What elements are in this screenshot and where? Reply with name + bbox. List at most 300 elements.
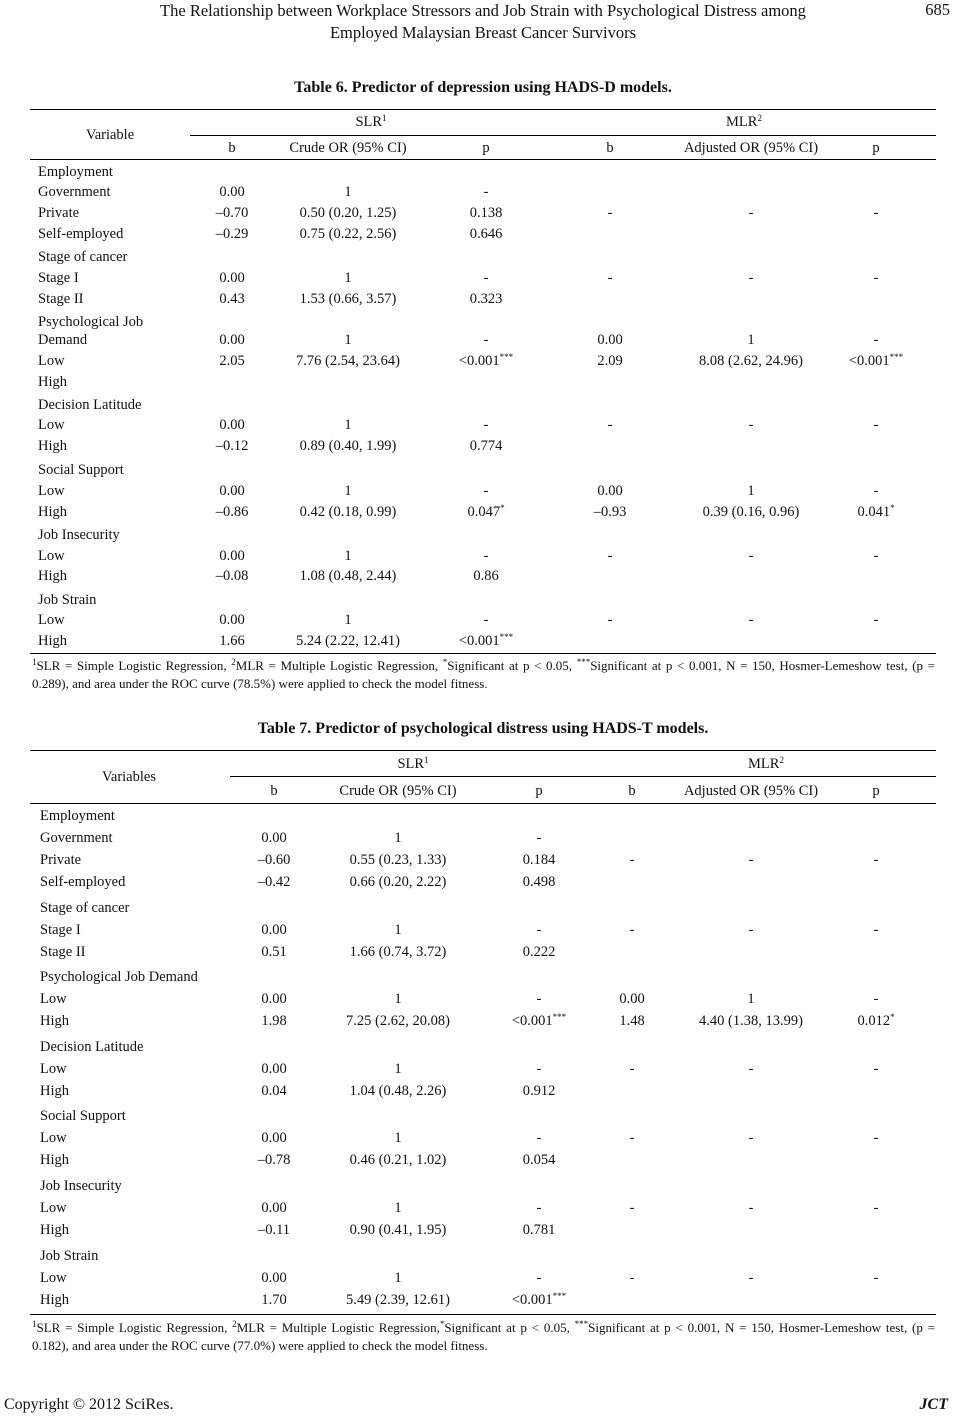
table6-cell-value: 1: [344, 548, 352, 564]
table6-cell-or: [344, 482, 351, 500]
table6-cell-or2: [749, 547, 754, 565]
table6-cell-p2: [874, 204, 879, 222]
table6-cell-value: –0.70: [215, 205, 249, 221]
table7-cell-value: -: [536, 1270, 542, 1286]
table7-cell-or: [350, 1151, 447, 1169]
table6-group1-header: [355, 113, 386, 131]
table6-row-label: Decision Latitude: [38, 397, 142, 413]
table6-cell-value: 8.08 (2.62, 24.96): [699, 353, 803, 369]
table7-cell-value: 1.04 (0.48, 2.26): [349, 1083, 447, 1099]
table7-cell-value: –0.11: [257, 1222, 291, 1238]
table6-row-label: Self-employed: [38, 226, 124, 242]
table6-cell-value: –0.93: [593, 504, 627, 520]
table6-cell-value: 0.00: [219, 483, 245, 499]
table6-row-label: Low: [38, 417, 65, 433]
table7-cell-value: -: [629, 922, 635, 938]
table6-cell-p2: [874, 547, 879, 565]
table6-cell-or2: [703, 503, 800, 521]
table7-cell-or2: [749, 1269, 754, 1287]
table7-group2-header: [748, 755, 784, 773]
table6-cell-or2: [699, 352, 803, 370]
table7-group2-sup: 2: [779, 755, 784, 765]
table7-cell-value: -: [629, 1270, 635, 1286]
table7-cell-b2: [630, 851, 635, 869]
table6-cell-p: [459, 632, 513, 650]
table6-cell-or: [344, 331, 351, 349]
table6-cell-p2: [874, 416, 879, 434]
table7-col-header: p: [535, 783, 543, 799]
table6-cell-b: [219, 611, 244, 629]
table6-cell-value: -: [748, 205, 754, 221]
table7-cell-b2: [619, 990, 644, 1008]
table7-cell-value: 0.04: [261, 1083, 287, 1099]
table6-cell-value: 0.00: [219, 548, 245, 564]
table6-cell-value: –0.86: [215, 504, 249, 520]
table7-cell-b: [261, 990, 286, 1008]
table6-cell-p: [484, 183, 489, 201]
table7-cell-value: 0.781: [522, 1222, 556, 1238]
table7-cell-value: 1.48: [619, 1013, 645, 1029]
table7-row-label: High: [40, 1292, 69, 1308]
table6-cell-value: 2.09: [597, 353, 623, 369]
table6-col-header: p: [872, 140, 880, 156]
table6-cell-b: [219, 352, 244, 370]
table7-cell-or2: [749, 921, 754, 939]
table6-cell-or: [344, 183, 351, 201]
table7-cell-value: 0.222: [522, 944, 556, 960]
table7-cell-or: [346, 1012, 450, 1030]
table6-cell-value: 0.047: [467, 504, 501, 520]
table7-cell-value: -: [629, 1061, 635, 1077]
table6-cell-value: -: [873, 548, 879, 564]
table7-cell-p2: [874, 1269, 879, 1287]
table6-row-label: High: [38, 633, 67, 649]
table6-cell-value: 1: [747, 483, 755, 499]
page-number: 685: [925, 0, 950, 19]
table6-cell-value: 1.53 (0.66, 3.57): [299, 291, 397, 307]
table6-cell-value: 0.00: [219, 417, 245, 433]
table6-cell-or2: [747, 482, 754, 500]
table7-cell-b: [261, 1269, 286, 1287]
table7-cell-value: 0.184: [522, 852, 556, 868]
table6-col-header: Crude OR (95% CI): [289, 140, 407, 156]
table6-cell-value: -: [748, 417, 754, 433]
table7-cell-or2: [749, 1060, 754, 1078]
table6-cell-value: -: [873, 612, 879, 628]
table6-cell-value: -: [483, 332, 489, 348]
table6-cell-or2: [747, 331, 754, 349]
table6-cell-p2: [874, 331, 879, 349]
table6-cell-b: [216, 503, 249, 521]
table7-row-label: Government: [40, 830, 113, 846]
table7-cell-value: -: [873, 1200, 879, 1216]
table6-row-label: Job Strain: [38, 592, 97, 608]
table7-cell-value: 0.90 (0.41, 1.95): [349, 1222, 447, 1238]
table6-cell-value: 1: [344, 332, 352, 348]
table6-row-label: Stage I: [38, 270, 79, 286]
table7-cell-value: -: [873, 991, 879, 1007]
table7-cell-b2: [630, 1269, 635, 1287]
table6-cell-p2: [874, 269, 879, 287]
table7-cell-value: 1: [394, 1130, 402, 1146]
table7-cell-b2: [630, 1060, 635, 1078]
table7-col-header: Adjusted OR (95% CI): [683, 783, 819, 799]
table6-cell-value: -: [873, 205, 879, 221]
table7-cell-or2: [749, 1199, 754, 1217]
table7-cell-p: [537, 990, 542, 1008]
table6-cell-value: -: [483, 612, 489, 628]
table7-col-header: Crude OR (95% CI): [339, 783, 457, 799]
table6-cell-value: 1: [344, 417, 352, 433]
table7-significance-mark: ***: [552, 1012, 567, 1022]
table7-cell-value: -: [629, 852, 635, 868]
table6-top-rule: [30, 109, 936, 110]
table7-cell-value: –0.78: [257, 1152, 291, 1168]
table7-row-label: Private: [40, 852, 82, 868]
table6-cell-or: [344, 416, 351, 434]
table6-cell-value: 1: [747, 332, 755, 348]
table7-cell-or: [350, 943, 447, 961]
table7-cell-p: [537, 1060, 542, 1078]
table6-row-label: High: [38, 438, 67, 454]
table6-cell-value: -: [483, 270, 489, 286]
table7-cell-value: 0.00: [261, 1200, 287, 1216]
table7-cell-or: [394, 990, 401, 1008]
table6-cell-b2: [597, 352, 622, 370]
table7-col-header: b: [628, 783, 636, 799]
table7-cell-or: [394, 1269, 401, 1287]
table7-header-rule: [30, 803, 936, 804]
table6-row-label: Demand: [38, 332, 88, 348]
table7-cell-value: -: [536, 1061, 542, 1077]
table6-cell-p: [484, 611, 489, 629]
table6-cell-value: –0.29: [215, 226, 249, 242]
table7-cell-p2: [874, 1199, 879, 1217]
table7-cell-or: [346, 1291, 450, 1309]
table6-row-label: Private: [38, 205, 80, 221]
table6-col-header: b: [606, 140, 614, 156]
table6-significance-mark: ***: [499, 352, 514, 362]
table6-cell-b2: [608, 547, 613, 565]
table7-cell-or2: [749, 1129, 754, 1147]
table7-cell-b2: [630, 921, 635, 939]
table6-cell-value: 0.75 (0.22, 2.56): [299, 226, 397, 242]
table6-significance-mark: ***: [499, 632, 514, 642]
table6-cell-value: 0.50 (0.20, 1.25): [299, 205, 397, 221]
table7-significance-mark: ***: [552, 1291, 567, 1301]
table6-cell-b2: [608, 269, 613, 287]
running-header-line1: The Relationship between Workplace Stressors and Job Strain with Psychological Distress among: [160, 1, 806, 20]
table7-cell-p: [537, 1269, 542, 1287]
table7-cell-b2: [619, 1012, 644, 1030]
table7-cell-value: -: [748, 1130, 754, 1146]
table6-cell-value: 0.138: [469, 205, 503, 221]
table6-cell-value: 0.86: [473, 568, 499, 584]
table6-cell-or2: [749, 416, 754, 434]
table7-cell-value: -: [536, 830, 542, 846]
table7-cell-value: -: [873, 852, 879, 868]
table7-row-label: Low: [40, 1200, 67, 1216]
table6-cell-or: [296, 632, 400, 650]
table6-cell-p: [470, 204, 503, 222]
table6-cell-value: -: [483, 483, 489, 499]
table7-cell-value: -: [873, 922, 879, 938]
table7-cell-b: [261, 1199, 286, 1217]
table6-cell-value: -: [748, 612, 754, 628]
table6-group1-label: SLR: [355, 114, 383, 130]
table6-row-label: High: [38, 504, 67, 520]
table6-row-label: Low: [38, 548, 65, 564]
table6-cell-p2: [849, 352, 903, 370]
table7-cell-p: [523, 943, 556, 961]
table6-cell-value: -: [748, 270, 754, 286]
table7-cell-value: 1: [394, 991, 402, 1007]
table7-row-label: Job Strain: [40, 1248, 99, 1264]
table7-cell-value: -: [873, 1270, 879, 1286]
table6-cell-value: 5.24 (2.22, 12.41): [296, 633, 400, 649]
table6-cell-value: -: [873, 332, 879, 348]
table7-cell-value: 0.00: [261, 1130, 287, 1146]
table7-cell-value: 0.00: [261, 922, 287, 938]
table6-caption: Table 6. Predictor of depression using HADS-D models.: [294, 79, 672, 96]
table6-cell-p: [484, 269, 489, 287]
table7-footnote: $^1$SLR = Simple Logistic Regression, $^2$MLR = Multiple Logistic Regression,*Significant at p < 0.05, ***Significant at p < 0.001, N = 150, Hosmer-Lemeshow test, (p = 0.182), and area under the ROC curve (77.0%) were applied to check the model fitness.: [32, 1319, 935, 1353]
table6-cell-value: 0.041: [857, 504, 891, 520]
table6-cell-or: [300, 225, 397, 243]
table7-cell-p2: [874, 921, 879, 939]
table6-cell-b: [216, 204, 249, 222]
table6-cell-b2: [608, 416, 613, 434]
table6-group2-sup: 2: [757, 113, 762, 123]
table6-group2-label: MLR: [726, 114, 758, 130]
table7-cell-value: -: [748, 1061, 754, 1077]
table7-cell-b: [258, 1151, 291, 1169]
table7-cell-value: 0.00: [261, 1270, 287, 1286]
table7-cell-value: 1: [394, 1200, 402, 1216]
table6-cell-value: 1: [344, 612, 352, 628]
table7-row-label: High: [40, 1013, 69, 1029]
table7-row-label: Low: [40, 1130, 67, 1146]
table7-cell-value: 1: [394, 1061, 402, 1077]
table7-cell-p2: [874, 1060, 879, 1078]
table6-col-header: p: [482, 140, 490, 156]
table7-cell-b2: [630, 1199, 635, 1217]
table7-cell-value: 1: [394, 922, 402, 938]
table6-row-label: Employment: [38, 164, 113, 180]
table6-row-label: High: [38, 568, 67, 584]
table7-cell-b: [261, 1291, 286, 1309]
table7-cell-value: 1: [394, 1270, 402, 1286]
table7-cell-value: -: [748, 1200, 754, 1216]
table6-row-label: Stage II: [38, 291, 84, 307]
journal-abbrev: JCT: [919, 1396, 948, 1413]
table6-cell-p: [484, 331, 489, 349]
table7-cell-or: [350, 1221, 447, 1239]
table7-group1-label: SLR: [397, 756, 425, 772]
table6-cell-value: 1: [344, 483, 352, 499]
table6-bottom-rule: [30, 653, 936, 654]
table7-cell-p: [537, 829, 542, 847]
table7-row-label: High: [40, 1222, 69, 1238]
table6-cell-value: 2.05: [219, 353, 245, 369]
table6-row-label: Low: [38, 483, 65, 499]
table6-cell-or: [344, 611, 351, 629]
table7-cell-value: -: [748, 852, 754, 868]
table7-cell-b: [258, 1221, 290, 1239]
table6-cell-value: <0.001: [458, 633, 500, 649]
table7-row-label: Job Insecurity: [40, 1178, 122, 1194]
table6-cell-value: –0.12: [215, 438, 249, 454]
table6-cell-value: 0.42 (0.18, 0.99): [299, 504, 397, 520]
table6-row-label: Job Insecurity: [38, 527, 120, 543]
table6-cell-value: -: [607, 612, 613, 628]
table7-cell-p: [523, 851, 556, 869]
table7-row-label: Stage I: [40, 922, 81, 938]
table6-cell-value: -: [483, 417, 489, 433]
table7-row-label: Low: [40, 991, 67, 1007]
table7-cell-p2: [874, 851, 879, 869]
table6-cell-value: -: [607, 205, 613, 221]
table6-significance-mark: *: [500, 503, 505, 513]
table7-cell-value: 0.012: [857, 1013, 891, 1029]
table7-cell-p: [523, 873, 556, 891]
table6-cell-b: [219, 183, 244, 201]
table7-cell-value: 0.00: [261, 1061, 287, 1077]
table7-cell-or: [394, 921, 401, 939]
table6-cell-b: [219, 269, 244, 287]
table6-cell-p: [484, 482, 489, 500]
table7-cell-or: [394, 1060, 401, 1078]
table6-cell-p: [484, 416, 489, 434]
table6-sub-rule: [190, 135, 936, 136]
table7-cell-b: [261, 1082, 286, 1100]
table7-cell-or: [394, 1199, 401, 1217]
table7-cell-value: –0.60: [257, 852, 291, 868]
table6-cell-value: 1.66: [219, 633, 245, 649]
table6-cell-b: [219, 632, 244, 650]
table7-cell-p: [523, 1151, 556, 1169]
table7-cell-value: 0.55 (0.23, 1.33): [349, 852, 447, 868]
table6-cell-value: -: [607, 270, 613, 286]
table6-cell-p: [459, 352, 513, 370]
table7-cell-value: 7.25 (2.62, 20.08): [346, 1013, 450, 1029]
table6-cell-value: 0.00: [219, 612, 245, 628]
table7-row-label: High: [40, 1083, 69, 1099]
table6-cell-value: -: [873, 417, 879, 433]
table7-cell-or: [394, 1129, 401, 1147]
table6-cell-b2: [608, 611, 613, 629]
table7-cell-or2: [699, 1012, 803, 1030]
table7-cell-value: -: [536, 1200, 542, 1216]
table7-row-label: Stage of cancer: [40, 900, 130, 916]
table7-row-label: Self-employed: [40, 874, 126, 890]
table7-cell-value: 5.49 (2.39, 12.61): [346, 1292, 450, 1308]
table6-cell-or: [300, 204, 397, 222]
table7-group2-label: MLR: [748, 756, 780, 772]
table7-row-label: Employment: [40, 808, 115, 824]
table7-cell-value: <0.001: [511, 1013, 553, 1029]
table6-cell-value: 1: [344, 184, 352, 200]
table6-cell-value: 0.43: [219, 291, 245, 307]
table7-cell-value: 0.054: [522, 1152, 556, 1168]
table6-variable-header: Variable: [85, 127, 135, 143]
table6-cell-value: -: [483, 548, 489, 564]
table7-row-label: Stage II: [40, 944, 86, 960]
table7-top-rule: [30, 750, 936, 751]
table7-cell-or2: [749, 851, 754, 869]
table7-cell-b2: [630, 1129, 635, 1147]
table6-cell-p: [484, 547, 489, 565]
table7-cell-or: [350, 873, 447, 891]
table7-cell-value: 0.00: [261, 991, 287, 1007]
table7-cell-p: [537, 921, 542, 939]
table7-cell-b: [261, 943, 286, 961]
table6-cell-value: 0.646: [469, 226, 503, 242]
table6-cell-value: -: [748, 548, 754, 564]
table6-cell-value: 0.323: [469, 291, 503, 307]
table7-cell-value: 1.66 (0.74, 3.72): [349, 944, 447, 960]
table7-cell-value: –0.42: [257, 874, 291, 890]
table6-cell-or: [296, 352, 400, 370]
table7-significance-mark: *: [890, 1012, 895, 1022]
table7-col-header: p: [872, 783, 880, 799]
table6-cell-or2: [749, 204, 754, 222]
table6-cell-b2: [597, 482, 622, 500]
table6-group1-sup: 1: [382, 113, 387, 123]
table6-cell-value: 0.00: [219, 270, 245, 286]
table6-cell-or: [344, 547, 351, 565]
table6-col-header: b: [228, 140, 236, 156]
table6-cell-value: 0.00: [597, 332, 623, 348]
table6-cell-p: [467, 503, 504, 521]
table7-cell-p: [512, 1012, 566, 1030]
table6-col-header: Adjusted OR (95% CI): [683, 140, 819, 156]
table7-cell-b: [258, 851, 291, 869]
table7-cell-p: [512, 1291, 566, 1309]
table6-cell-value: -: [873, 483, 879, 499]
table7-cell-p: [537, 1199, 542, 1217]
table7-cell-value: 1: [394, 830, 402, 846]
table6-cell-value: -: [873, 270, 879, 286]
table6-cell-p: [473, 567, 498, 585]
table7-cell-value: <0.001: [511, 1292, 553, 1308]
table6-group2-header: [726, 113, 762, 131]
table7-cell-value: 4.40 (1.38, 13.99): [699, 1013, 803, 1029]
table7-caption: Table 7. Predictor of psychological distress using HADS-T models.: [257, 720, 709, 737]
table6-cell-value: 1: [344, 270, 352, 286]
table6-cell-b2: [597, 331, 622, 349]
table7-row-label: Psychological Job Demand: [40, 969, 198, 985]
table6-cell-p: [470, 437, 503, 455]
table7-cell-value: 1.70: [261, 1292, 287, 1308]
table6-row-label: Psychological Job: [38, 314, 144, 330]
table6-cell-value: -: [607, 417, 613, 433]
table6-cell-b: [219, 547, 244, 565]
table6-cell-p: [470, 290, 503, 308]
table6-significance-mark: ***: [889, 352, 904, 362]
table7-row-label: Low: [40, 1061, 67, 1077]
table7-cell-value: -: [629, 1200, 635, 1216]
table7-row-label: Decision Latitude: [40, 1039, 144, 1055]
table6-cell-or: [300, 290, 397, 308]
table7-cell-value: 1: [747, 991, 755, 1007]
running-header: [90, 0, 876, 44]
table7-cell-p2: [857, 1012, 894, 1030]
table7-cell-value: 0.00: [261, 830, 287, 846]
table7-variable-header: Variables: [102, 769, 156, 785]
table7-cell-p: [537, 1129, 542, 1147]
table7-cell-p2: [874, 1129, 879, 1147]
